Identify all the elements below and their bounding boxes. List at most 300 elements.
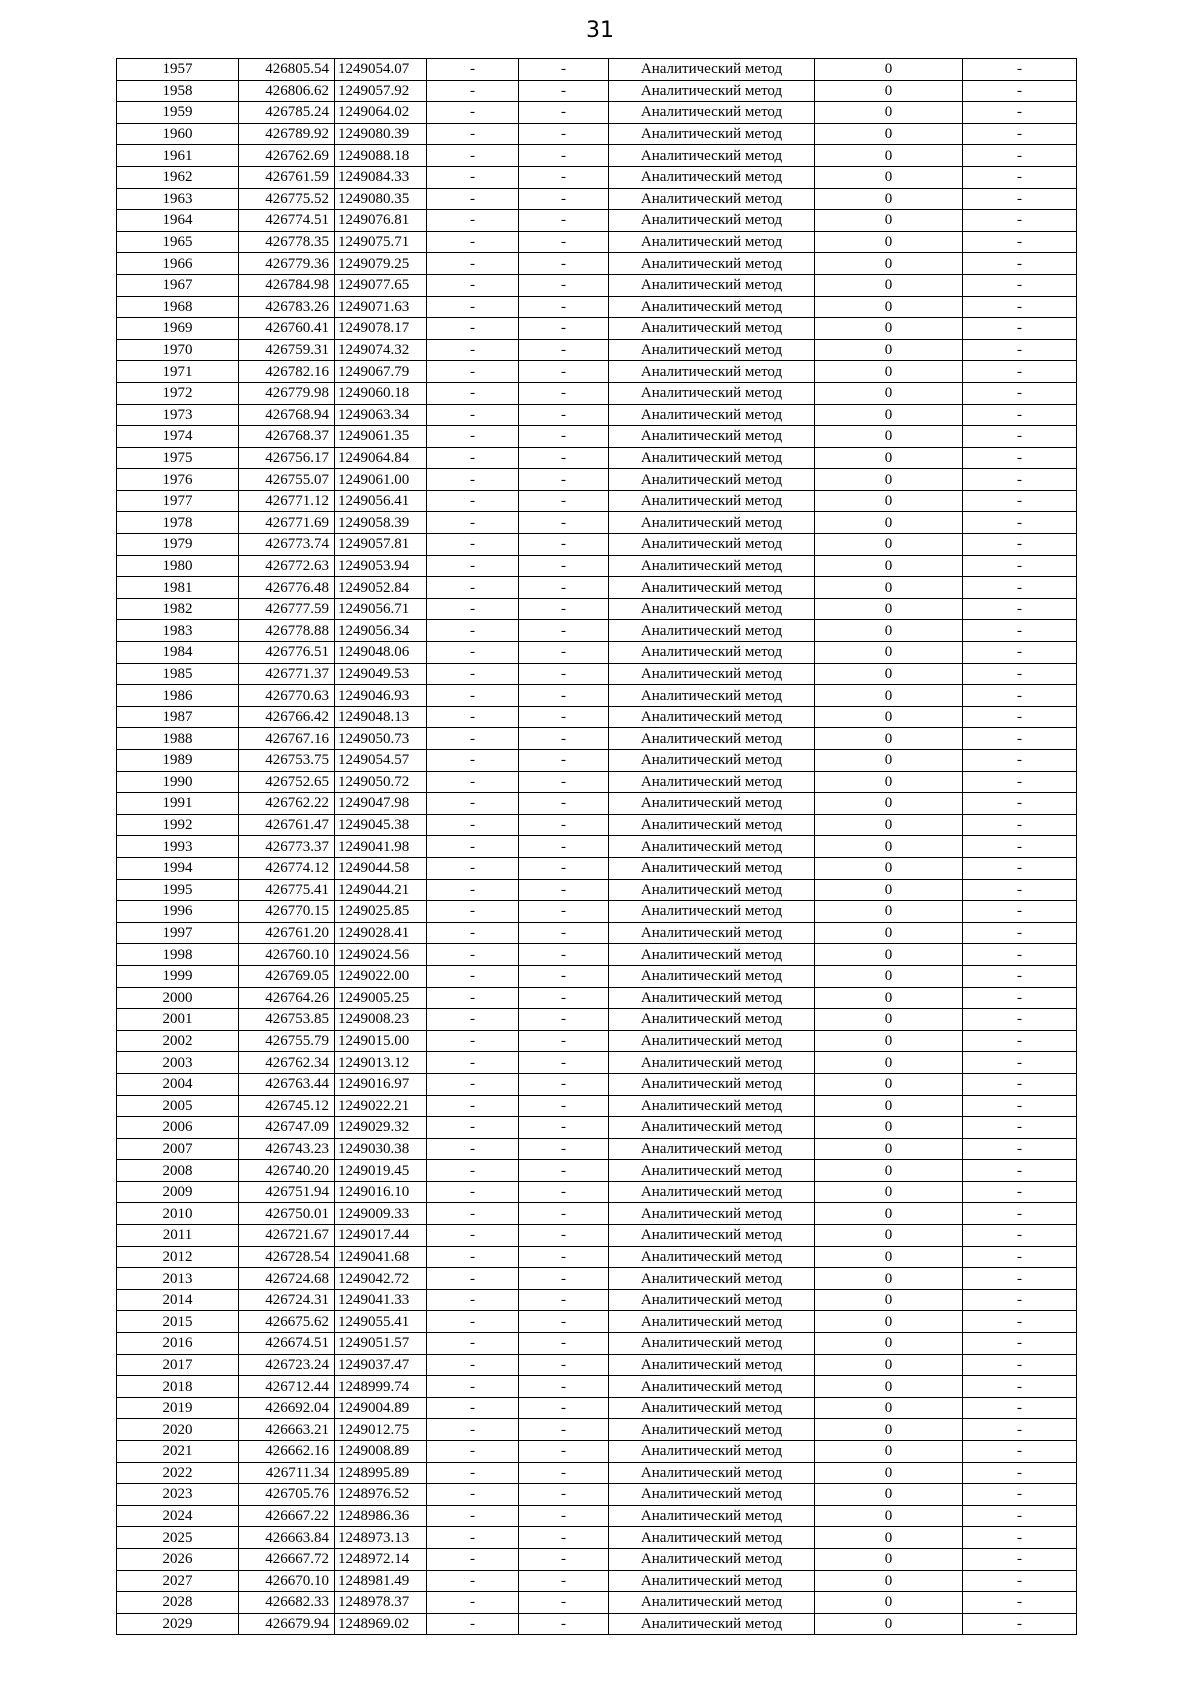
method-cell: Аналитический метод <box>609 80 815 102</box>
method-cell: Аналитический метод <box>609 426 815 448</box>
col-zero-cell: 0 <box>815 879 963 901</box>
x-coordinate-cell: 426753.85 <box>239 1009 335 1031</box>
point-number-cell: 2023 <box>117 1484 239 1506</box>
method-cell: Аналитический метод <box>609 1527 815 1549</box>
method-cell: Аналитический метод <box>609 490 815 512</box>
method-cell: Аналитический метод <box>609 901 815 923</box>
method-cell: Аналитический метод <box>609 102 815 124</box>
method-cell: Аналитический метод <box>609 210 815 232</box>
method-cell: Аналитический метод <box>609 1095 815 1117</box>
col-dash-3-cell: - <box>963 750 1077 772</box>
col-zero-cell: 0 <box>815 210 963 232</box>
method-cell: Аналитический метод <box>609 253 815 275</box>
col-dash-2-cell: - <box>519 1462 609 1484</box>
col-dash-2-cell: - <box>519 1095 609 1117</box>
col-dash-1-cell: - <box>427 382 519 404</box>
point-number-cell: 2029 <box>117 1613 239 1635</box>
y-coordinate-cell: 1249047.98 <box>335 793 427 815</box>
col-dash-1-cell: - <box>427 80 519 102</box>
col-dash-1-cell: - <box>427 210 519 232</box>
y-coordinate-cell: 1249054.07 <box>335 59 427 81</box>
col-dash-3-cell: - <box>963 793 1077 815</box>
col-dash-1-cell: - <box>427 836 519 858</box>
col-dash-3-cell: - <box>963 166 1077 188</box>
col-dash-3-cell: - <box>963 1376 1077 1398</box>
col-dash-2-cell: - <box>519 814 609 836</box>
table-row <box>117 102 1077 124</box>
method-cell: Аналитический метод <box>609 620 815 642</box>
col-dash-2-cell: - <box>519 1354 609 1376</box>
point-number-cell: 1979 <box>117 534 239 556</box>
method-cell: Аналитический метод <box>609 771 815 793</box>
x-coordinate-cell: 426761.47 <box>239 814 335 836</box>
x-coordinate-cell: 426762.22 <box>239 793 335 815</box>
x-coordinate-cell: 426768.94 <box>239 404 335 426</box>
y-coordinate-cell: 1249055.41 <box>335 1311 427 1333</box>
col-dash-3-cell: - <box>963 944 1077 966</box>
method-cell: Аналитический метод <box>609 1397 815 1419</box>
y-coordinate-cell: 1248986.36 <box>335 1505 427 1527</box>
col-dash-3-cell: - <box>963 512 1077 534</box>
y-coordinate-cell: 1249017.44 <box>335 1225 427 1247</box>
col-zero-cell: 0 <box>815 1376 963 1398</box>
method-cell: Аналитический метод <box>609 1613 815 1635</box>
col-dash-1-cell: - <box>427 253 519 275</box>
col-dash-2-cell: - <box>519 728 609 750</box>
col-dash-3-cell: - <box>963 728 1077 750</box>
col-dash-2-cell: - <box>519 426 609 448</box>
col-zero-cell: 0 <box>815 1268 963 1290</box>
col-dash-1-cell: - <box>427 555 519 577</box>
point-number-cell: 1996 <box>117 901 239 923</box>
col-dash-2-cell: - <box>519 469 609 491</box>
method-cell: Аналитический метод <box>609 1246 815 1268</box>
table-row <box>117 469 1077 491</box>
col-dash-2-cell: - <box>519 922 609 944</box>
col-dash-2-cell: - <box>519 1548 609 1570</box>
method-cell: Аналитический метод <box>609 1376 815 1398</box>
table-row <box>117 296 1077 318</box>
method-cell: Аналитический метод <box>609 642 815 664</box>
point-number-cell: 1984 <box>117 642 239 664</box>
col-dash-3-cell: - <box>963 426 1077 448</box>
x-coordinate-cell: 426751.94 <box>239 1181 335 1203</box>
col-dash-3-cell: - <box>963 274 1077 296</box>
col-dash-2-cell: - <box>519 1592 609 1614</box>
col-dash-2-cell: - <box>519 793 609 815</box>
col-zero-cell: 0 <box>815 1570 963 1592</box>
point-number-cell: 2026 <box>117 1548 239 1570</box>
point-number-cell: 2022 <box>117 1462 239 1484</box>
x-coordinate-cell: 426776.48 <box>239 577 335 599</box>
col-dash-2-cell: - <box>519 1181 609 1203</box>
col-dash-2-cell: - <box>519 987 609 1009</box>
col-zero-cell: 0 <box>815 1030 963 1052</box>
col-dash-1-cell: - <box>427 1095 519 1117</box>
col-dash-1-cell: - <box>427 512 519 534</box>
y-coordinate-cell: 1249045.38 <box>335 814 427 836</box>
point-number-cell: 2012 <box>117 1246 239 1268</box>
point-number-cell: 1983 <box>117 620 239 642</box>
col-zero-cell: 0 <box>815 1160 963 1182</box>
col-dash-1-cell: - <box>427 598 519 620</box>
x-coordinate-cell: 426783.26 <box>239 296 335 318</box>
col-dash-2-cell: - <box>519 598 609 620</box>
method-cell: Аналитический метод <box>609 1052 815 1074</box>
method-cell: Аналитический метод <box>609 922 815 944</box>
x-coordinate-cell: 426667.22 <box>239 1505 335 1527</box>
method-cell: Аналитический метод <box>609 728 815 750</box>
col-dash-3-cell: - <box>963 1397 1077 1419</box>
table-row <box>117 1462 1077 1484</box>
x-coordinate-cell: 426771.12 <box>239 490 335 512</box>
table-row <box>117 426 1077 448</box>
point-number-cell: 1963 <box>117 188 239 210</box>
col-dash-3-cell: - <box>963 1246 1077 1268</box>
col-dash-2-cell: - <box>519 80 609 102</box>
col-dash-1-cell: - <box>427 361 519 383</box>
col-zero-cell: 0 <box>815 577 963 599</box>
point-number-cell: 1991 <box>117 793 239 815</box>
point-number-cell: 2025 <box>117 1527 239 1549</box>
col-zero-cell: 0 <box>815 1397 963 1419</box>
col-zero-cell: 0 <box>815 447 963 469</box>
col-dash-1-cell: - <box>427 1117 519 1139</box>
col-dash-1-cell: - <box>427 123 519 145</box>
col-dash-1-cell: - <box>427 944 519 966</box>
table-row <box>117 620 1077 642</box>
col-dash-1-cell: - <box>427 1203 519 1225</box>
point-number-cell: 2021 <box>117 1441 239 1463</box>
col-dash-3-cell: - <box>963 1160 1077 1182</box>
point-number-cell: 2010 <box>117 1203 239 1225</box>
col-dash-2-cell: - <box>519 1397 609 1419</box>
method-cell: Аналитический метод <box>609 793 815 815</box>
y-coordinate-cell: 1249056.71 <box>335 598 427 620</box>
point-number-cell: 1989 <box>117 750 239 772</box>
col-dash-3-cell: - <box>963 1505 1077 1527</box>
col-dash-3-cell: - <box>963 814 1077 836</box>
y-coordinate-cell: 1249016.10 <box>335 1181 427 1203</box>
coordinates-table <box>116 58 1077 1635</box>
col-dash-1-cell: - <box>427 318 519 340</box>
x-coordinate-cell: 426761.20 <box>239 922 335 944</box>
method-cell: Аналитический метод <box>609 987 815 1009</box>
table-row <box>117 1181 1077 1203</box>
table-row <box>117 1333 1077 1355</box>
col-dash-3-cell: - <box>963 231 1077 253</box>
y-coordinate-cell: 1249075.71 <box>335 231 427 253</box>
point-number-cell: 2016 <box>117 1333 239 1355</box>
col-dash-1-cell: - <box>427 793 519 815</box>
point-number-cell: 1977 <box>117 490 239 512</box>
method-cell: Аналитический метод <box>609 577 815 599</box>
y-coordinate-cell: 1248978.37 <box>335 1592 427 1614</box>
col-dash-2-cell: - <box>519 944 609 966</box>
col-zero-cell: 0 <box>815 965 963 987</box>
col-dash-3-cell: - <box>963 1419 1077 1441</box>
x-coordinate-cell: 426779.36 <box>239 253 335 275</box>
point-number-cell: 2018 <box>117 1376 239 1398</box>
col-dash-2-cell: - <box>519 1441 609 1463</box>
col-zero-cell: 0 <box>815 771 963 793</box>
x-coordinate-cell: 426784.98 <box>239 274 335 296</box>
table-row <box>117 987 1077 1009</box>
col-zero-cell: 0 <box>815 1505 963 1527</box>
y-coordinate-cell: 1248972.14 <box>335 1548 427 1570</box>
x-coordinate-cell: 426753.75 <box>239 750 335 772</box>
y-coordinate-cell: 1249022.21 <box>335 1095 427 1117</box>
x-coordinate-cell: 426773.74 <box>239 534 335 556</box>
col-zero-cell: 0 <box>815 1462 963 1484</box>
method-cell: Аналитический метод <box>609 836 815 858</box>
col-dash-1-cell: - <box>427 1376 519 1398</box>
col-dash-1-cell: - <box>427 274 519 296</box>
table-row <box>117 750 1077 772</box>
col-dash-2-cell: - <box>519 404 609 426</box>
method-cell: Аналитический метод <box>609 965 815 987</box>
method-cell: Аналитический метод <box>609 1548 815 1570</box>
method-cell: Аналитический метод <box>609 750 815 772</box>
x-coordinate-cell: 426778.88 <box>239 620 335 642</box>
col-dash-1-cell: - <box>427 857 519 879</box>
col-dash-3-cell: - <box>963 102 1077 124</box>
point-number-cell: 2004 <box>117 1073 239 1095</box>
y-coordinate-cell: 1248976.52 <box>335 1484 427 1506</box>
col-dash-1-cell: - <box>427 814 519 836</box>
point-number-cell: 2028 <box>117 1592 239 1614</box>
table-row <box>117 685 1077 707</box>
y-coordinate-cell: 1249080.35 <box>335 188 427 210</box>
col-dash-3-cell: - <box>963 1268 1077 1290</box>
point-number-cell: 1986 <box>117 685 239 707</box>
table-row <box>117 1268 1077 1290</box>
table-row <box>117 1289 1077 1311</box>
table-row <box>117 1484 1077 1506</box>
col-zero-cell: 0 <box>815 1527 963 1549</box>
table-row <box>117 1117 1077 1139</box>
y-coordinate-cell: 1249016.97 <box>335 1073 427 1095</box>
col-dash-2-cell: - <box>519 534 609 556</box>
col-zero-cell: 0 <box>815 1484 963 1506</box>
table-row <box>117 555 1077 577</box>
col-dash-3-cell: - <box>963 1203 1077 1225</box>
y-coordinate-cell: 1249008.23 <box>335 1009 427 1031</box>
col-dash-3-cell: - <box>963 1354 1077 1376</box>
col-zero-cell: 0 <box>815 296 963 318</box>
col-dash-2-cell: - <box>519 253 609 275</box>
x-coordinate-cell: 426761.59 <box>239 166 335 188</box>
point-number-cell: 1958 <box>117 80 239 102</box>
y-coordinate-cell: 1249008.89 <box>335 1441 427 1463</box>
point-number-cell: 2007 <box>117 1138 239 1160</box>
point-number-cell: 1961 <box>117 145 239 167</box>
col-dash-3-cell: - <box>963 1095 1077 1117</box>
y-coordinate-cell: 1249013.12 <box>335 1052 427 1074</box>
method-cell: Аналитический метод <box>609 1333 815 1355</box>
y-coordinate-cell: 1249057.92 <box>335 80 427 102</box>
y-coordinate-cell: 1249084.33 <box>335 166 427 188</box>
col-dash-2-cell: - <box>519 512 609 534</box>
col-dash-3-cell: - <box>963 1484 1077 1506</box>
col-dash-2-cell: - <box>519 361 609 383</box>
y-coordinate-cell: 1248995.89 <box>335 1462 427 1484</box>
x-coordinate-cell: 426770.15 <box>239 901 335 923</box>
table-row <box>117 577 1077 599</box>
point-number-cell: 2024 <box>117 1505 239 1527</box>
col-dash-1-cell: - <box>427 965 519 987</box>
col-dash-2-cell: - <box>519 1333 609 1355</box>
col-dash-3-cell: - <box>963 879 1077 901</box>
col-dash-3-cell: - <box>963 490 1077 512</box>
method-cell: Аналитический метод <box>609 1505 815 1527</box>
col-dash-1-cell: - <box>427 1289 519 1311</box>
table-row <box>117 123 1077 145</box>
col-dash-3-cell: - <box>963 80 1077 102</box>
x-coordinate-cell: 426766.42 <box>239 706 335 728</box>
method-cell: Аналитический метод <box>609 1117 815 1139</box>
y-coordinate-cell: 1249022.00 <box>335 965 427 987</box>
method-cell: Аналитический метод <box>609 188 815 210</box>
x-coordinate-cell: 426743.23 <box>239 1138 335 1160</box>
x-coordinate-cell: 426763.44 <box>239 1073 335 1095</box>
method-cell: Аналитический метод <box>609 1009 815 1031</box>
page-number: 31 <box>586 18 614 43</box>
col-dash-3-cell: - <box>963 1613 1077 1635</box>
table-row <box>117 231 1077 253</box>
method-cell: Аналитический метод <box>609 447 815 469</box>
point-number-cell: 2005 <box>117 1095 239 1117</box>
method-cell: Аналитический метод <box>609 1138 815 1160</box>
y-coordinate-cell: 1249071.63 <box>335 296 427 318</box>
method-cell: Аналитический метод <box>609 404 815 426</box>
table-row <box>117 879 1077 901</box>
col-dash-2-cell: - <box>519 879 609 901</box>
col-dash-1-cell: - <box>427 1354 519 1376</box>
table-row <box>117 1376 1077 1398</box>
x-coordinate-cell: 426782.16 <box>239 361 335 383</box>
col-dash-2-cell: - <box>519 1289 609 1311</box>
col-dash-3-cell: - <box>963 836 1077 858</box>
table-row <box>117 490 1077 512</box>
point-number-cell: 1968 <box>117 296 239 318</box>
method-cell: Аналитический метод <box>609 706 815 728</box>
x-coordinate-cell: 426692.04 <box>239 1397 335 1419</box>
table-row <box>117 534 1077 556</box>
point-number-cell: 1980 <box>117 555 239 577</box>
method-cell: Аналитический метод <box>609 231 815 253</box>
table-row <box>117 1138 1077 1160</box>
col-dash-2-cell: - <box>519 166 609 188</box>
x-coordinate-cell: 426776.51 <box>239 642 335 664</box>
y-coordinate-cell: 1249024.56 <box>335 944 427 966</box>
table-row <box>117 1548 1077 1570</box>
table-row <box>117 59 1077 81</box>
y-coordinate-cell: 1249074.32 <box>335 339 427 361</box>
col-dash-3-cell: - <box>963 771 1077 793</box>
table-row <box>117 1009 1077 1031</box>
col-zero-cell: 0 <box>815 944 963 966</box>
x-coordinate-cell: 426745.12 <box>239 1095 335 1117</box>
table-row <box>117 814 1077 836</box>
col-zero-cell: 0 <box>815 1052 963 1074</box>
col-dash-1-cell: - <box>427 1268 519 1290</box>
col-dash-3-cell: - <box>963 1138 1077 1160</box>
table-row <box>117 1052 1077 1074</box>
col-dash-1-cell: - <box>427 166 519 188</box>
col-dash-2-cell: - <box>519 1376 609 1398</box>
y-coordinate-cell: 1249060.18 <box>335 382 427 404</box>
col-zero-cell: 0 <box>815 102 963 124</box>
x-coordinate-cell: 426762.34 <box>239 1052 335 1074</box>
method-cell: Аналитический метод <box>609 1073 815 1095</box>
point-number-cell: 1973 <box>117 404 239 426</box>
col-zero-cell: 0 <box>815 728 963 750</box>
col-zero-cell: 0 <box>815 1246 963 1268</box>
y-coordinate-cell: 1249056.34 <box>335 620 427 642</box>
point-number-cell: 1987 <box>117 706 239 728</box>
x-coordinate-cell: 426756.17 <box>239 447 335 469</box>
col-dash-1-cell: - <box>427 1570 519 1592</box>
table-row <box>117 318 1077 340</box>
y-coordinate-cell: 1249004.89 <box>335 1397 427 1419</box>
col-zero-cell: 0 <box>815 382 963 404</box>
col-zero-cell: 0 <box>815 59 963 81</box>
col-dash-1-cell: - <box>427 1397 519 1419</box>
y-coordinate-cell: 1249057.81 <box>335 534 427 556</box>
method-cell: Аналитический метод <box>609 555 815 577</box>
col-dash-3-cell: - <box>963 1225 1077 1247</box>
y-coordinate-cell: 1249058.39 <box>335 512 427 534</box>
point-number-cell: 1964 <box>117 210 239 232</box>
x-coordinate-cell: 426705.76 <box>239 1484 335 1506</box>
col-dash-2-cell: - <box>519 123 609 145</box>
col-dash-2-cell: - <box>519 145 609 167</box>
point-number-cell: 1970 <box>117 339 239 361</box>
x-coordinate-cell: 426769.05 <box>239 965 335 987</box>
point-number-cell: 1962 <box>117 166 239 188</box>
table-row <box>117 404 1077 426</box>
col-zero-cell: 0 <box>815 1333 963 1355</box>
col-dash-3-cell: - <box>963 1527 1077 1549</box>
col-dash-2-cell: - <box>519 1246 609 1268</box>
x-coordinate-cell: 426775.41 <box>239 879 335 901</box>
x-coordinate-cell: 426679.94 <box>239 1613 335 1635</box>
col-dash-3-cell: - <box>963 1548 1077 1570</box>
col-zero-cell: 0 <box>815 793 963 815</box>
table-row <box>117 1613 1077 1635</box>
col-zero-cell: 0 <box>815 469 963 491</box>
col-zero-cell: 0 <box>815 1225 963 1247</box>
col-dash-3-cell: - <box>963 1570 1077 1592</box>
col-dash-1-cell: - <box>427 404 519 426</box>
col-dash-2-cell: - <box>519 188 609 210</box>
col-zero-cell: 0 <box>815 80 963 102</box>
point-number-cell: 1974 <box>117 426 239 448</box>
x-coordinate-cell: 426723.24 <box>239 1354 335 1376</box>
x-coordinate-cell: 426662.16 <box>239 1441 335 1463</box>
col-zero-cell: 0 <box>815 361 963 383</box>
table-row <box>117 1203 1077 1225</box>
col-dash-1-cell: - <box>427 1073 519 1095</box>
point-number-cell: 2015 <box>117 1311 239 1333</box>
col-dash-3-cell: - <box>963 339 1077 361</box>
col-dash-2-cell: - <box>519 447 609 469</box>
table-row <box>117 166 1077 188</box>
y-coordinate-cell: 1248973.13 <box>335 1527 427 1549</box>
col-zero-cell: 0 <box>815 512 963 534</box>
table-row <box>117 512 1077 534</box>
